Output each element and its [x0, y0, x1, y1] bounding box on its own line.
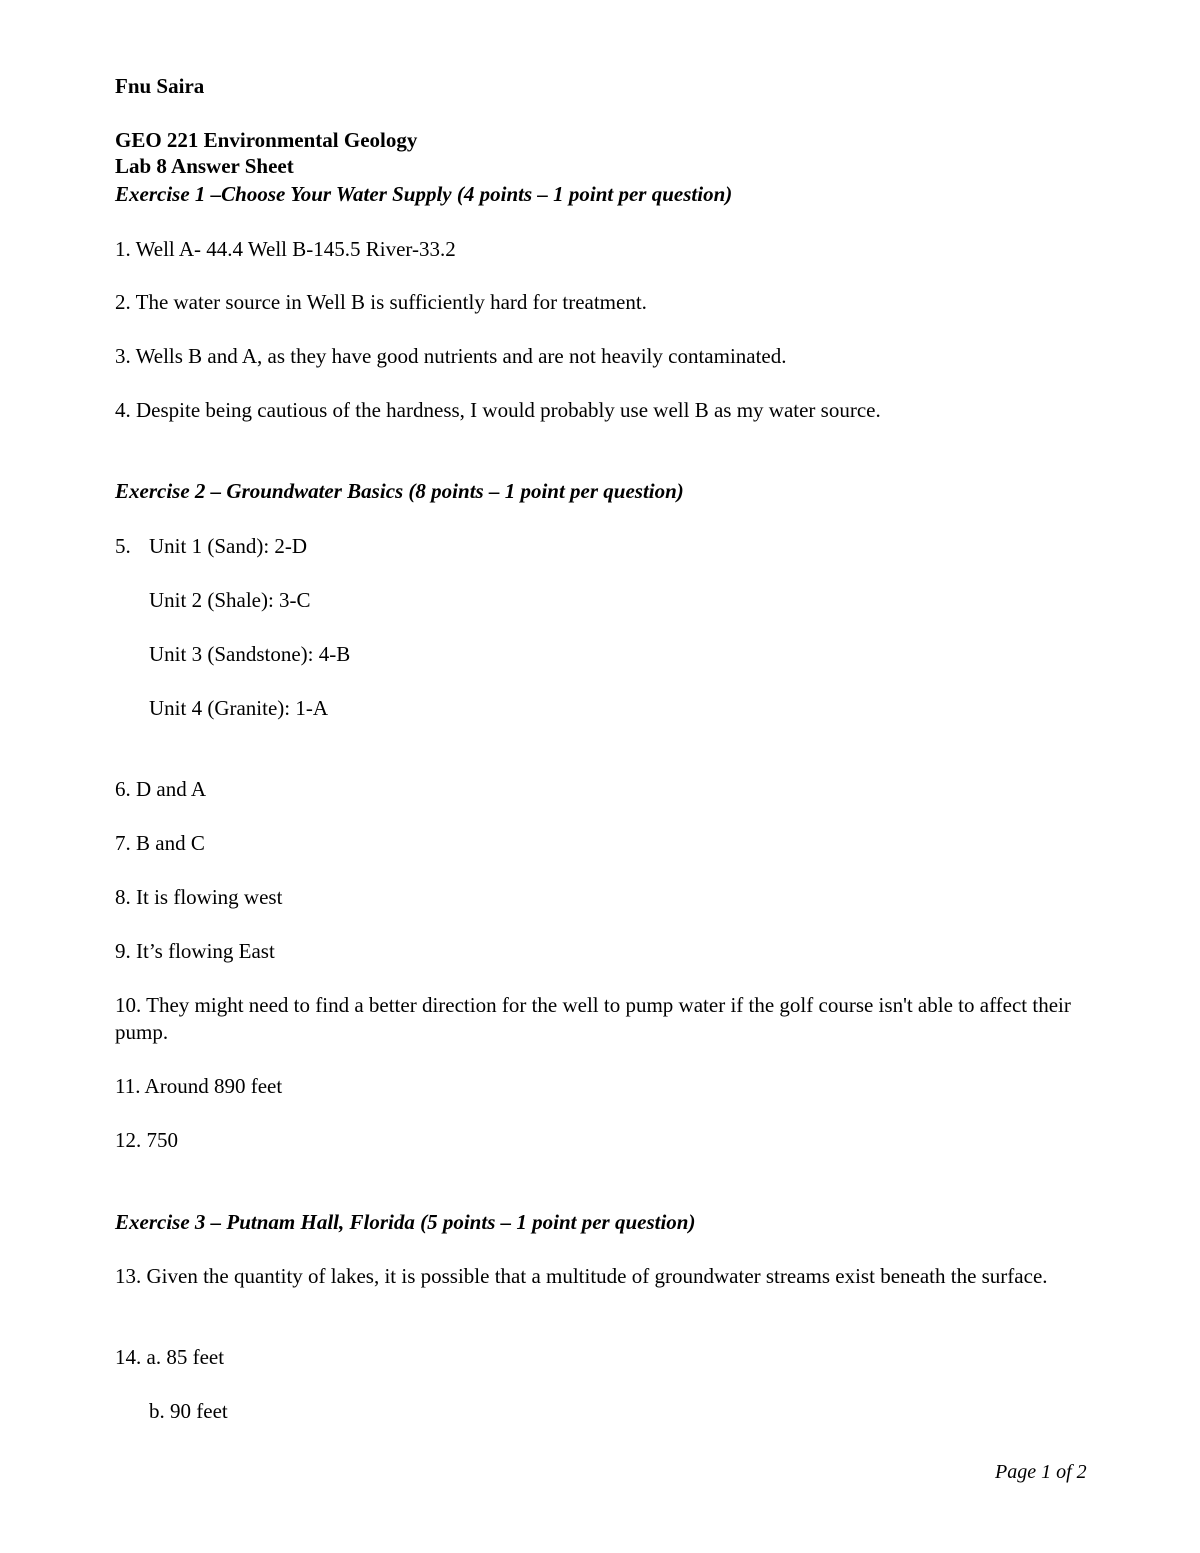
answer-4: 4. Despite being cautious of the hardness, I would probably use well B as my water source.: [115, 398, 881, 422]
answer-3: 3. Wells B and A, as they have good nutrients and are not heavily contaminated.: [115, 344, 787, 368]
sheet-title: Lab 8 Answer Sheet: [115, 154, 294, 178]
answer-5-unit-1: Unit 1 (Sand): 2-D: [149, 534, 308, 558]
answer-5-unit-2: Unit 2 (Shale): 3-C: [149, 588, 311, 612]
answer-5-number: 5.: [115, 534, 131, 558]
answer-2: 2. The water source in Well B is sufficiently hard for treatment.: [115, 290, 647, 314]
answer-8: 8. It is flowing west: [115, 885, 283, 909]
answer-11: 11. Around 890 feet: [115, 1074, 283, 1098]
page-number: Page 1 of 2: [995, 1461, 1087, 1483]
exercise-2-heading: Exercise 2 – Groundwater Basics (8 points – 1 point per question): [115, 479, 684, 503]
course-title: GEO 221 Environmental Geology: [115, 128, 418, 152]
answer-7: 7. B and C: [115, 831, 205, 855]
answer-14a: 14. a. 85 feet: [115, 1345, 225, 1369]
answer-14b: b. 90 feet: [149, 1399, 228, 1423]
answer-10: 10. They might need to find a better direction for the well to pump water if the golf course isn't able to affect their pump.: [115, 993, 1071, 1044]
exercise-1-heading: Exercise 1 –Choose Your Water Supply (4 points – 1 point per question): [115, 182, 733, 206]
exercise-3-heading: Exercise 3 – Putnam Hall, Florida (5 points – 1 point per question): [115, 1210, 696, 1234]
student-name: Fnu Saira: [115, 74, 205, 98]
answer-5-unit-3: Unit 3 (Sandstone): 4-B: [149, 642, 351, 666]
answer-12: 12. 750: [115, 1128, 178, 1152]
answer-6: 6. D and A: [115, 777, 206, 801]
answer-1: 1. Well A- 44.4 Well B-145.5 River-33.2: [115, 237, 456, 261]
answer-13: 13. Given the quantity of lakes, it is possible that a multitude of groundwater streams exist beneath the surface.: [115, 1264, 1048, 1288]
answer-5-unit-4: Unit 4 (Granite): 1-A: [149, 696, 329, 720]
answer-9: 9. It’s flowing East: [115, 939, 275, 963]
